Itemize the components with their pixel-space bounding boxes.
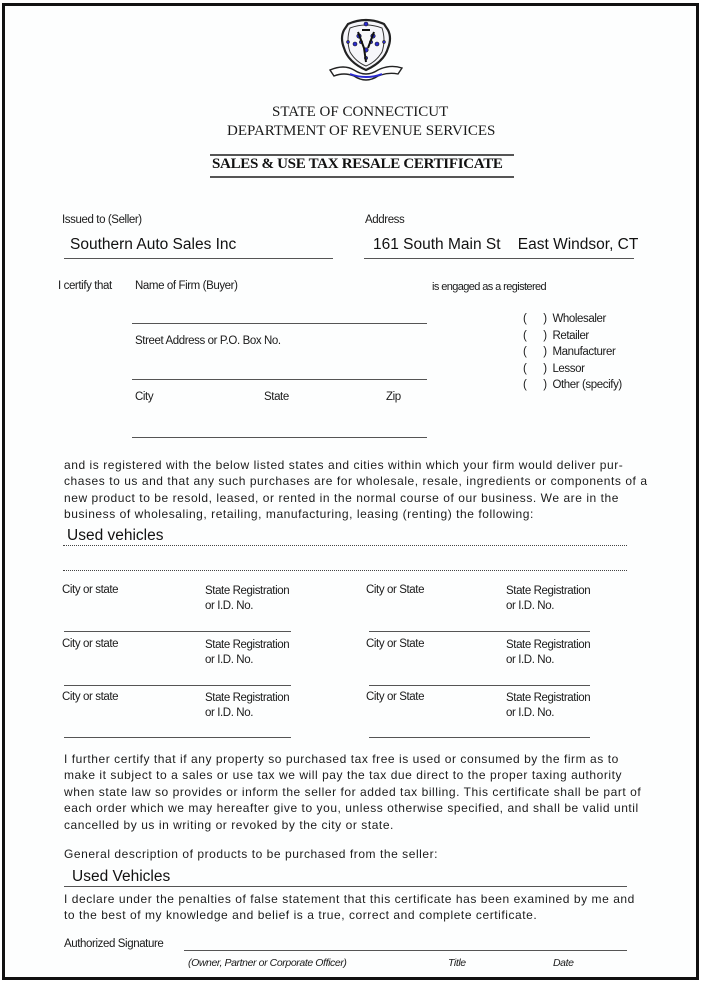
registration-field-left-2[interactable] xyxy=(64,685,291,686)
state-registration-label: State Registration or I.D. No. xyxy=(205,639,290,666)
state-registration-label: State Registration or I.D. No. xyxy=(506,639,591,666)
paragraph-line: I further certify that if any property so purchased tax free is used or consumed by the firm as to xyxy=(64,752,619,766)
general-description-underline xyxy=(64,886,627,887)
seller-name-field[interactable]: Southern Auto Sales Inc xyxy=(70,236,237,253)
state-seal-icon xyxy=(328,18,404,84)
street-address-label: Street Address or P.O. Box No. xyxy=(135,335,281,347)
city-or-state-label: City or state xyxy=(62,638,119,650)
address-label: Address xyxy=(365,214,405,226)
paragraph-line: when state law so provides or inform the seller for added tax billing. This certificate shall be part of xyxy=(64,784,642,799)
zip-label: Zip xyxy=(386,391,401,403)
registration-field-left-3[interactable] xyxy=(64,737,291,738)
owner-caption: (Owner, Partner or Corporate Officer) xyxy=(188,957,347,969)
certify-label: I certify that xyxy=(58,280,112,292)
authorized-signature-label: Authorized Signature xyxy=(64,938,164,950)
department-name: DEPARTMENT OF REVENUE SERVICES xyxy=(227,123,496,139)
seller-address-field[interactable]: 161 South Main St East Windsor, CT xyxy=(373,236,639,253)
paragraph-line: to the best of my knowledge and belief is a true, correct and complete certificate. xyxy=(64,908,538,923)
state-label: State xyxy=(264,391,289,403)
seller-name-underline xyxy=(64,258,333,259)
registration-field-left-1[interactable] xyxy=(64,631,291,632)
other-checkbox[interactable]: ( ) Other (specify) xyxy=(523,379,622,391)
general-description-label: General description of products to be purchased from the seller: xyxy=(64,847,439,861)
city-state-zip-field[interactable] xyxy=(132,437,427,438)
city-or-state-label: City or State xyxy=(366,584,425,596)
title-caption: Title xyxy=(448,957,466,969)
engaged-label: is engaged as a registered xyxy=(432,281,547,293)
paragraph-line: make it subject to a sales or use tax we will pay the tax due direct to the proper taxing authority xyxy=(64,768,623,783)
paragraph-line: chases to us and that any such purchases are for wholesale, resale, ingredients or components of a xyxy=(64,474,648,489)
form-title: SALES & USE TAX RESALE CERTIFICATE xyxy=(212,156,503,172)
general-description-field[interactable]: Used Vehicles xyxy=(72,868,171,885)
lessor-checkbox[interactable]: ( ) Lessor xyxy=(523,362,585,375)
business-items-field[interactable]: Used vehicles xyxy=(67,527,164,544)
business-items-line-2[interactable] xyxy=(63,570,627,571)
city-or-state-label: City or state xyxy=(62,691,119,703)
paragraph-line: cancelled by us in writing or revoked by the city or state. xyxy=(64,817,394,832)
state-registration-label: State Registration or I.D. No. xyxy=(205,692,290,719)
further-certify-paragraph xyxy=(64,751,641,833)
state-registration-label: State Registration or I.D. No. xyxy=(506,585,591,612)
paragraph-line: each order which we may hereafter give to you, unless otherwise specified, and shall be valid until xyxy=(64,801,639,816)
city-or-state-label: City or State xyxy=(366,691,425,703)
business-items-line-1 xyxy=(63,545,627,546)
registration-field-right-2[interactable] xyxy=(369,685,590,686)
firm-name-label: Name of Firm (Buyer) xyxy=(135,280,238,292)
street-address-field[interactable] xyxy=(132,379,427,380)
registration-paragraph xyxy=(64,457,648,523)
paragraph-line: I declare under the penalties of false statement that this certificate has been examined by me and xyxy=(64,892,635,906)
city-or-state-label: City or State xyxy=(366,638,425,650)
paragraph-line: new product to be resold, leased, or rented in the normal course of our business. We are in the xyxy=(64,490,619,505)
paragraph-line: business of wholesaling, retailing, manufacturing, leasing (renting) the following: xyxy=(64,507,534,522)
declaration-paragraph xyxy=(64,891,635,924)
state-registration-label: State Registration or I.D. No. xyxy=(506,692,591,719)
seller-label: Issued to (Seller) xyxy=(62,214,142,226)
registration-field-right-3[interactable] xyxy=(369,737,590,738)
city-or-state-label: City or state xyxy=(62,584,119,596)
wholesaler-checkbox[interactable]: ( ) Wholesaler xyxy=(523,313,606,325)
manufacturer-checkbox[interactable]: ( ) Manufacturer xyxy=(523,346,616,358)
registration-field-right-1[interactable] xyxy=(369,631,590,632)
city-label: City xyxy=(135,391,154,403)
firm-name-field[interactable] xyxy=(132,323,427,324)
state-registration-label: State Registration or I.D. No. xyxy=(205,585,290,612)
authorized-signature-field[interactable] xyxy=(184,950,627,951)
retailer-checkbox[interactable]: ( ) Retailer xyxy=(523,329,589,342)
paragraph-line: and is registered with the below listed states and cities within which your firm would deliver pur- xyxy=(64,458,624,472)
seller-address-underline xyxy=(364,258,634,259)
date-caption: Date xyxy=(553,957,574,969)
state-name: STATE OF CONNECTICUT xyxy=(272,104,449,120)
